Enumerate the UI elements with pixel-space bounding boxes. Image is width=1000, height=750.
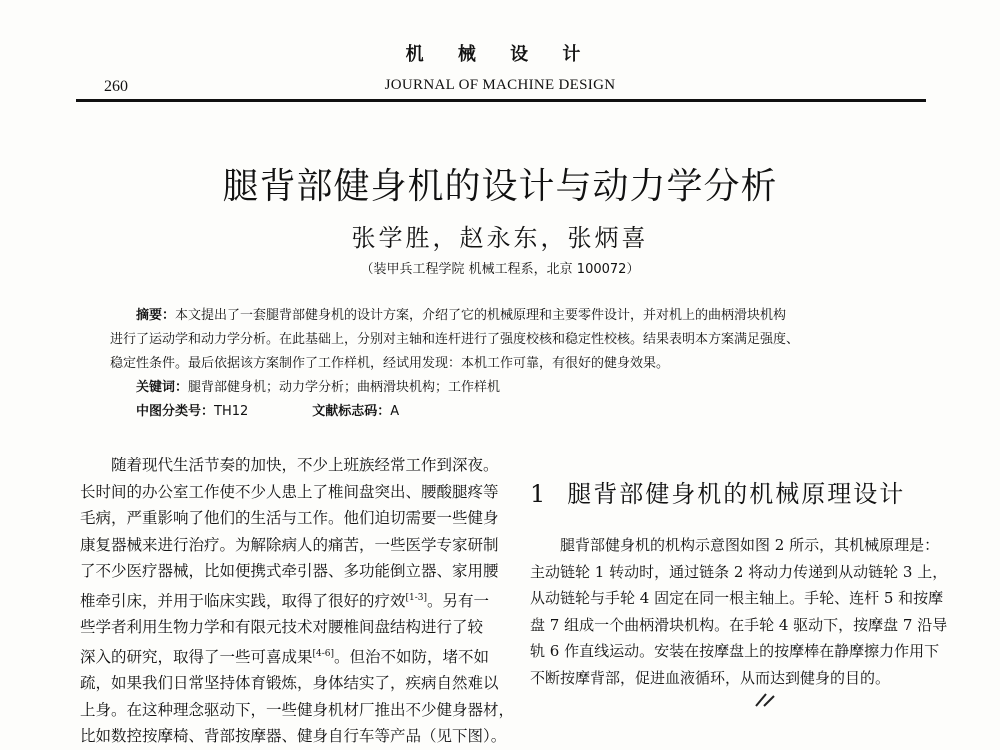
intro-line: 康复器械来进行治疗。为解除病人的痛苦，一些医学专家研制 — [80, 535, 499, 554]
intro-line: 比如数控按摩椅、背部按摩器、健身自行车等产品（见下图）。 — [80, 727, 507, 746]
journal-name-english: JOURNAL OF MACHINE DESIGN — [384, 77, 616, 93]
abstract-text: 本文提出了一套腿背部健身机的设计方案，介绍了它的机械原理和主要零件设计，并对机上的曲柄滑块机构 — [175, 308, 787, 323]
header-rule — [76, 99, 926, 102]
paper-title: 腿背部健身机的设计与动力学分析 — [222, 166, 778, 207]
affiliation: （装甲兵工程学院 机械工程系，北京 100072） — [360, 262, 640, 277]
intro-text: 。另有一 — [427, 591, 490, 610]
intro-line: 毛病，严重影响了他们的生活与工作。他们迫切需要一些健身 — [80, 509, 499, 527]
classification-line — [110, 400, 950, 424]
keywords-label: 关键词： — [136, 380, 189, 395]
section-number: 1 — [530, 480, 548, 508]
intro-text: 深入的研究，取得了一些可喜成果 — [80, 647, 313, 666]
intro-line: 长时间的办公室工作使不少人患上了椎间盘突出、腰酸腿疼等 — [80, 482, 499, 501]
section-title: 腿背部健身机的机械原理设计 — [567, 480, 906, 508]
section-line: 从动链轮与手轮 4 固定在同一根主轴上。手轮、连杆 5 和按摩 — [530, 589, 944, 607]
intro-line: 上身。在这种理念驱动下，一些健身机材厂推出不少健身器材， — [80, 700, 515, 719]
figure-fragment — [752, 690, 792, 708]
intro-column — [80, 452, 515, 750]
section-body — [530, 532, 950, 691]
abstract-line-1 — [110, 304, 950, 328]
page-number: 260 — [104, 78, 128, 95]
section-line: 盘 7 组成一个曲柄滑块机构。在手轮 4 驱动下，按摩盘 7 沿导 — [530, 615, 948, 634]
abstract-label: 摘要： — [136, 308, 176, 323]
classification-value: TH12 — [214, 404, 249, 419]
intro-text: 。但治不如防，堵不如 — [334, 647, 490, 666]
intro-line: 随着现代生活节奏的加快，不少上班族经常工作到深夜。 — [111, 456, 499, 474]
intro-line — [80, 641, 500, 671]
keywords-line — [110, 376, 950, 400]
section-line: 不断按摩背部，促进血液循环，从而达到健身的目的。 — [530, 668, 891, 687]
section-line: 轨 6 作直线运动。安装在按摩盘上的按摩棒在静摩擦力作用下 — [530, 642, 940, 660]
classification-label: 中图分类号： — [136, 404, 215, 419]
intro-line: 些学者利用生物力学和有限元技术对腰椎间盘结构进行了较 — [80, 618, 484, 637]
section-line: 腿背部健身机的机构示意图如图 2 所示，其机械原理是： — [560, 536, 940, 554]
abstract-line-3: 稳定性条件。最后依据该方案制作了工作样机，经试用发现：本机工作可靠，有很好的健身效果。 — [110, 356, 670, 371]
section-heading — [530, 474, 905, 509]
section-line: 主动链轮 1 转动时，通过链条 2 将动力传递到从动链轮 3 上， — [530, 562, 948, 581]
abstract-line-2: 进行了运动学和动力学分析。在此基础上，分别对主轴和连杆进行了强度校核和稳定性校核。结果表明本方案满足强度、 — [110, 332, 800, 347]
intro-text: 椎牵引床，并用于临床实践，取得了很好的疗效 — [80, 591, 406, 610]
author-list: 张学胜，赵永东，张炳喜 — [351, 224, 649, 252]
citation-ref: [1-3] — [405, 592, 428, 603]
journal-name-chinese: 机 械 设 计 — [405, 44, 595, 65]
intro-line: 疏，如果我们日常坚持体育锻炼，身体结实了，疾病自然难以 — [80, 674, 499, 693]
keywords-text: 腿背部健身机；动力学分析；曲柄滑块机构；工作样机 — [188, 380, 501, 395]
abstract-block — [110, 304, 950, 424]
document-code-label: 文献标志码： — [312, 404, 391, 419]
document-code-value: A — [390, 404, 400, 419]
citation-ref: [4-6] — [312, 648, 335, 659]
intro-line — [80, 585, 500, 615]
intro-line: 了不少医疗器械，比如便携式牵引器、多功能倒立器、家用腰 — [80, 562, 499, 580]
